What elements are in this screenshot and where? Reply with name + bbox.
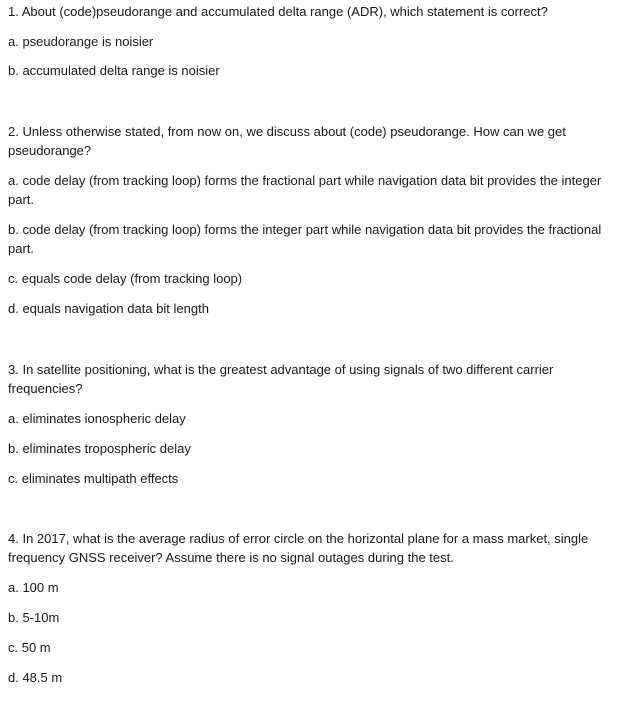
question-3-prompt: 3. In satellite positioning, what is the greatest advantage of using signals of two different carrier frequencies?: [8, 362, 554, 396]
question-2-prompt: 2. Unless otherwise stated, from now on, we discuss about (code) pseudorange. How can we get pseudorange?: [8, 124, 566, 158]
question-4-option-c: c. 50 m: [8, 640, 51, 655]
question-3-option-c: c. eliminates multipath effects: [8, 471, 179, 486]
question-1-option-b: b. accumulated delta range is noisier: [8, 63, 220, 78]
question-2-option-a: a. code delay (from tracking loop) forms the fractional part while navigation data bit provides the integer part.: [8, 173, 602, 207]
question-4-option-b: b. 5-10m: [8, 610, 60, 625]
question-3-option-a: a. eliminates ionospheric delay: [8, 411, 186, 426]
question-3-option-b: b. eliminates tropospheric delay: [8, 441, 191, 456]
question-1-option-a: a. pseudorange is noisier: [8, 34, 154, 49]
question-2-option-c: c. equals code delay (from tracking loop): [8, 271, 243, 286]
question-4-prompt: 4. In 2017, what is the average radius of error circle on the horizontal plane for a mass market, single frequency GNSS receiver? Assume there is no signal outages during the test.: [8, 531, 589, 565]
question-4-option-a: a. 100 m: [8, 580, 59, 595]
question-2-option-b: b. code delay (from tracking loop) forms the integer part while navigation data bit provides the fractional part.: [8, 222, 602, 256]
question-4-option-d: d. 48.5 m: [8, 670, 63, 685]
question-2-option-d: d. equals navigation data bit length: [8, 301, 209, 316]
question-1-prompt: 1. About (code)pseudorange and accumulated delta range (ADR), which statement is correct?: [8, 4, 548, 19]
